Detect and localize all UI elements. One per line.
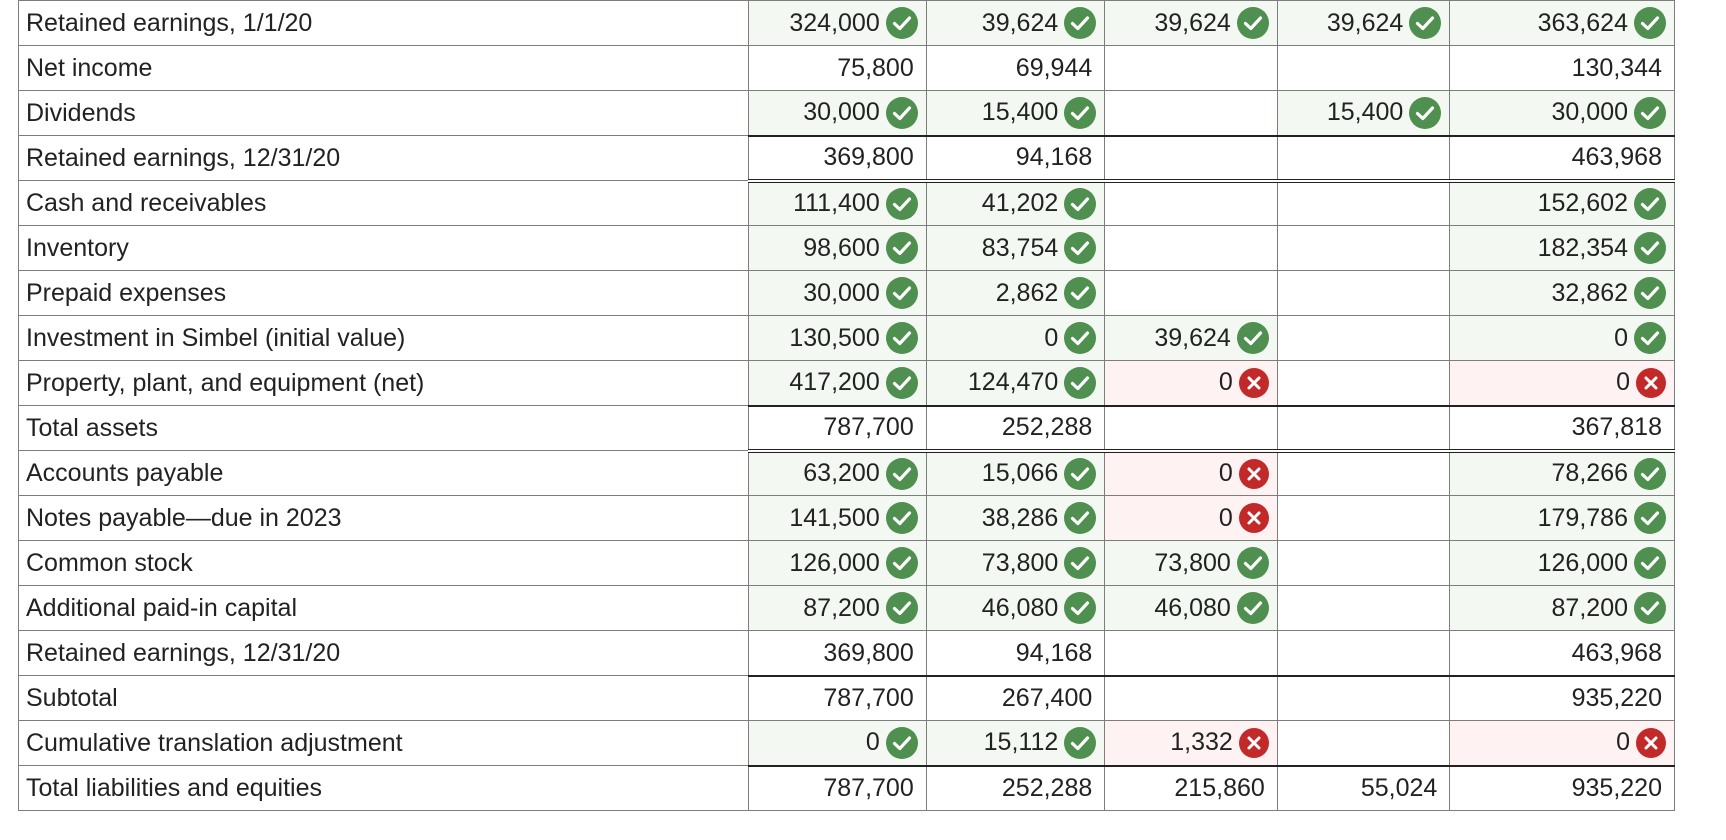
check-circle-icon: [1634, 458, 1666, 490]
amount-cell[interactable]: [749, 541, 927, 586]
amount-cell[interactable]: [1105, 316, 1278, 361]
table-row: [19, 406, 1675, 451]
check-circle-icon: [1237, 7, 1269, 39]
check-circle-icon: [886, 232, 918, 264]
amount-value: 363,624: [1537, 8, 1628, 37]
check-circle-icon: [1064, 322, 1096, 354]
amount-value: 87,200: [1551, 593, 1628, 622]
amount-value: 130,344: [1571, 53, 1662, 82]
amount-cell[interactable]: [926, 586, 1105, 631]
amount-value: 98,600: [803, 233, 880, 262]
check-circle-icon: [1634, 188, 1666, 220]
amount-value: 38,286: [981, 503, 1059, 532]
table-row: [19, 316, 1675, 361]
check-circle-icon: [1064, 7, 1096, 39]
amount-cell: [926, 631, 1105, 676]
amount-cell[interactable]: [749, 451, 927, 496]
amount-cell: [1105, 181, 1278, 226]
row-label: Cumulative translation adjustment: [19, 721, 749, 766]
amount-cell: [926, 766, 1105, 811]
amount-cell[interactable]: [749, 361, 927, 406]
amount-cell[interactable]: [1277, 1, 1450, 46]
amount-value: 94,168: [1015, 638, 1093, 667]
amount-value: 0: [1614, 323, 1628, 352]
amount-cell: [926, 46, 1105, 91]
table-row: [19, 46, 1675, 91]
amount-cell: [1105, 46, 1278, 91]
amount-cell[interactable]: [926, 496, 1105, 541]
table-row: [19, 586, 1675, 631]
check-circle-icon: [1409, 97, 1441, 129]
amount-cell[interactable]: [1450, 91, 1675, 136]
amount-cell[interactable]: [1450, 1, 1675, 46]
amount-value: 252,288: [1001, 413, 1093, 442]
amount-cell[interactable]: [749, 181, 927, 226]
row-label: Additional paid-in capital: [19, 586, 749, 631]
row-label: Total assets: [19, 406, 749, 451]
check-circle-icon: [886, 458, 918, 490]
amount-cell: [1277, 226, 1450, 271]
amount-cell: [1277, 766, 1450, 811]
amount-value: 111,400: [793, 189, 880, 218]
amount-cell: [1277, 586, 1450, 631]
row-label: Property, plant, and equipment (net): [19, 361, 749, 406]
check-circle-icon: [886, 592, 918, 624]
table-row: [19, 271, 1675, 316]
amount-cell: [749, 136, 927, 181]
amount-cell: [1277, 451, 1450, 496]
amount-cell[interactable]: [749, 1, 927, 46]
amount-value: 0: [1616, 728, 1630, 757]
row-label: Dividends: [19, 91, 749, 136]
amount-value: 15,400: [1326, 98, 1404, 127]
amount-cell[interactable]: [749, 586, 927, 631]
amount-cell: [749, 631, 927, 676]
amount-value: 179,786: [1537, 503, 1628, 532]
amount-value: 463,968: [1571, 638, 1662, 667]
amount-cell[interactable]: [926, 181, 1105, 226]
check-circle-icon: [1237, 547, 1269, 579]
amount-value: 0: [1218, 503, 1233, 532]
row-label: Retained earnings, 12/31/20: [19, 631, 749, 676]
row-label: Inventory: [19, 226, 749, 271]
row-label: Cash and receivables: [19, 181, 749, 226]
amount-cell[interactable]: [1105, 496, 1278, 541]
amount-value: 152,602: [1537, 189, 1628, 218]
check-circle-icon: [886, 7, 918, 39]
check-circle-icon: [886, 367, 918, 399]
amount-value: 30,000: [803, 278, 880, 307]
amount-value: 39,624: [981, 8, 1059, 37]
amount-value: 124,470: [967, 368, 1059, 397]
amount-cell[interactable]: [1105, 586, 1278, 631]
table-row: [19, 451, 1675, 496]
check-circle-icon: [1064, 458, 1096, 490]
amount-value: 369,800: [823, 143, 914, 172]
check-circle-icon: [1064, 277, 1096, 309]
amount-value: 39,624: [1154, 323, 1231, 352]
amount-cell: [749, 676, 927, 721]
amount-cell: [1277, 361, 1450, 406]
amount-value: 369,800: [823, 638, 914, 667]
amount-value: 126,000: [1537, 548, 1628, 577]
check-circle-icon: [1634, 97, 1666, 129]
amount-value: 46,080: [981, 593, 1059, 622]
amount-cell: [1277, 631, 1450, 676]
amount-cell: [749, 766, 927, 811]
amount-cell[interactable]: [926, 271, 1105, 316]
row-label: Total liabilities and equities: [19, 766, 749, 811]
table-row: [19, 676, 1675, 721]
amount-value: 73,800: [1154, 548, 1231, 577]
check-circle-icon: [1634, 277, 1666, 309]
check-circle-icon: [1634, 547, 1666, 579]
amount-value: 787,700: [823, 774, 914, 803]
table-row: [19, 496, 1675, 541]
x-circle-icon: [1239, 503, 1269, 533]
amount-cell: [1277, 406, 1450, 451]
amount-cell[interactable]: [1105, 361, 1278, 406]
amount-cell: [1450, 676, 1675, 721]
amount-cell[interactable]: [1105, 451, 1278, 496]
table-row: [19, 631, 1675, 676]
check-circle-icon: [1634, 232, 1666, 264]
amount-cell: [1450, 631, 1675, 676]
amount-cell[interactable]: [749, 496, 927, 541]
amount-value: 30,000: [1551, 98, 1628, 127]
table-row: [19, 766, 1675, 811]
check-circle-icon: [1064, 592, 1096, 624]
amount-cell: [1277, 181, 1450, 226]
amount-cell[interactable]: [749, 226, 927, 271]
table-row: [19, 721, 1675, 766]
row-label: Prepaid expenses: [19, 271, 749, 316]
table-row: [19, 541, 1675, 586]
amount-value: 0: [865, 728, 880, 757]
x-circle-icon: [1636, 728, 1666, 758]
amount-cell: [1450, 766, 1675, 811]
amount-cell[interactable]: [1450, 271, 1675, 316]
amount-cell: [1277, 271, 1450, 316]
amount-cell: [1450, 46, 1675, 91]
amount-cell: [926, 406, 1105, 451]
check-circle-icon: [1634, 592, 1666, 624]
amount-value: 75,800: [837, 53, 914, 82]
amount-cell[interactable]: [926, 226, 1105, 271]
amount-value: 0: [1218, 459, 1233, 488]
amount-cell[interactable]: [1450, 226, 1675, 271]
x-circle-icon: [1636, 368, 1666, 398]
amount-value: 0: [1218, 368, 1233, 397]
amount-value: 15,112: [983, 728, 1059, 757]
check-circle-icon: [1064, 547, 1096, 579]
amount-value: 0: [1044, 323, 1059, 352]
row-label: Net income: [19, 46, 749, 91]
amount-cell: [1277, 541, 1450, 586]
amount-cell: [1277, 46, 1450, 91]
amount-cell[interactable]: [1105, 541, 1278, 586]
amount-cell: [1277, 721, 1450, 766]
amount-value: 141,500: [789, 503, 880, 532]
row-label: Accounts payable: [19, 451, 749, 496]
check-circle-icon: [886, 277, 918, 309]
check-circle-icon: [886, 188, 918, 220]
amount-value: 2,862: [995, 278, 1059, 307]
row-label: Notes payable—due in 2023: [19, 496, 749, 541]
check-circle-icon: [1064, 188, 1096, 220]
amount-cell: [1450, 136, 1675, 181]
amount-cell: [1105, 91, 1278, 136]
amount-value: 787,700: [823, 413, 914, 442]
amount-cell[interactable]: [926, 451, 1105, 496]
amount-cell[interactable]: [926, 316, 1105, 361]
amount-value: 87,200: [803, 593, 880, 622]
check-circle-icon: [1064, 367, 1096, 399]
amount-cell: [1105, 631, 1278, 676]
amount-cell[interactable]: [926, 1, 1105, 46]
amount-value: 69,944: [1015, 53, 1093, 82]
amount-value: 1,332: [1170, 728, 1233, 757]
amount-cell: [1277, 136, 1450, 181]
amount-cell: [1105, 766, 1278, 811]
amount-value: 55,024: [1360, 774, 1438, 803]
amount-value: 83,754: [981, 233, 1059, 262]
amount-value: 94,168: [1015, 143, 1093, 172]
amount-value: 787,700: [823, 684, 914, 713]
x-circle-icon: [1239, 728, 1269, 758]
amount-cell[interactable]: [749, 721, 927, 766]
amount-cell: [1105, 136, 1278, 181]
amount-cell: [1277, 676, 1450, 721]
amount-value: 30,000: [803, 98, 880, 127]
amount-value: 252,288: [1001, 774, 1093, 803]
amount-cell: [1450, 406, 1675, 451]
amount-value: 182,354: [1537, 233, 1628, 262]
amount-cell[interactable]: [749, 316, 927, 361]
table-row: [19, 181, 1675, 226]
amount-value: 324,000: [789, 8, 880, 37]
check-circle-icon: [886, 97, 918, 129]
amount-cell[interactable]: [1450, 721, 1675, 766]
check-circle-icon: [1237, 322, 1269, 354]
amount-cell[interactable]: [926, 541, 1105, 586]
check-circle-icon: [1634, 502, 1666, 534]
amount-value: 126,000: [789, 548, 880, 577]
amount-value: 267,400: [1001, 684, 1093, 713]
row-label: Common stock: [19, 541, 749, 586]
table-row: [19, 136, 1675, 181]
x-circle-icon: [1239, 459, 1269, 489]
amount-value: 935,220: [1571, 684, 1662, 713]
amount-cell: [926, 136, 1105, 181]
amount-value: 39,624: [1154, 8, 1231, 37]
amount-value: 46,080: [1154, 593, 1231, 622]
amount-cell[interactable]: [1450, 586, 1675, 631]
amount-cell[interactable]: [1105, 1, 1278, 46]
amount-value: 15,066: [981, 459, 1059, 488]
amount-value: 78,266: [1551, 459, 1628, 488]
check-circle-icon: [1237, 592, 1269, 624]
check-circle-icon: [1064, 502, 1096, 534]
amount-cell: [749, 46, 927, 91]
check-circle-icon: [886, 547, 918, 579]
amount-cell[interactable]: [749, 91, 927, 136]
amount-cell[interactable]: [1450, 451, 1675, 496]
worksheet-table: [18, 0, 1675, 811]
check-circle-icon: [1634, 322, 1666, 354]
consolidation-worksheet: [18, 0, 1675, 811]
amount-value: 463,968: [1571, 143, 1662, 172]
amount-cell[interactable]: [926, 721, 1105, 766]
amount-cell[interactable]: [1450, 361, 1675, 406]
amount-cell[interactable]: [1105, 721, 1278, 766]
amount-value: 39,624: [1326, 8, 1404, 37]
amount-value: 417,200: [789, 368, 880, 397]
amount-value: 41,202: [981, 189, 1059, 218]
check-circle-icon: [886, 322, 918, 354]
amount-cell[interactable]: [1450, 496, 1675, 541]
amount-value: 935,220: [1571, 774, 1662, 803]
amount-cell: [1105, 226, 1278, 271]
amount-value: 32,862: [1551, 278, 1628, 307]
amount-cell: [1105, 271, 1278, 316]
amount-cell[interactable]: [749, 271, 927, 316]
amount-cell[interactable]: [1277, 91, 1450, 136]
amount-value: 15,400: [981, 98, 1059, 127]
check-circle-icon: [1634, 7, 1666, 39]
table-row: [19, 226, 1675, 271]
amount-value: 73,800: [981, 548, 1059, 577]
x-circle-icon: [1239, 368, 1269, 398]
table-row: [19, 91, 1675, 136]
amount-cell[interactable]: [926, 361, 1105, 406]
amount-cell: [1277, 316, 1450, 361]
amount-cell[interactable]: [1450, 181, 1675, 226]
row-label: Retained earnings, 1/1/20: [19, 1, 749, 46]
amount-cell[interactable]: [1450, 541, 1675, 586]
check-circle-icon: [1064, 97, 1096, 129]
check-circle-icon: [1064, 727, 1096, 759]
amount-cell[interactable]: [1450, 316, 1675, 361]
amount-value: 367,818: [1571, 413, 1662, 442]
row-label: Investment in Simbel (initial value): [19, 316, 749, 361]
worksheet-body: [19, 1, 1675, 811]
table-row: [19, 1, 1675, 46]
row-label: Retained earnings, 12/31/20: [19, 136, 749, 181]
amount-cell: [926, 676, 1105, 721]
amount-value: 0: [1616, 368, 1630, 397]
amount-cell: [749, 406, 927, 451]
check-circle-icon: [1409, 7, 1441, 39]
check-circle-icon: [886, 727, 918, 759]
table-row: [19, 361, 1675, 406]
amount-cell: [1277, 496, 1450, 541]
amount-cell[interactable]: [926, 91, 1105, 136]
check-circle-icon: [886, 502, 918, 534]
amount-cell: [1105, 676, 1278, 721]
row-label: Subtotal: [19, 676, 749, 721]
amount-value: 215,860: [1174, 774, 1265, 803]
check-circle-icon: [1064, 232, 1096, 264]
amount-value: 130,500: [789, 323, 880, 352]
amount-value: 63,200: [803, 459, 880, 488]
amount-cell: [1105, 406, 1278, 451]
